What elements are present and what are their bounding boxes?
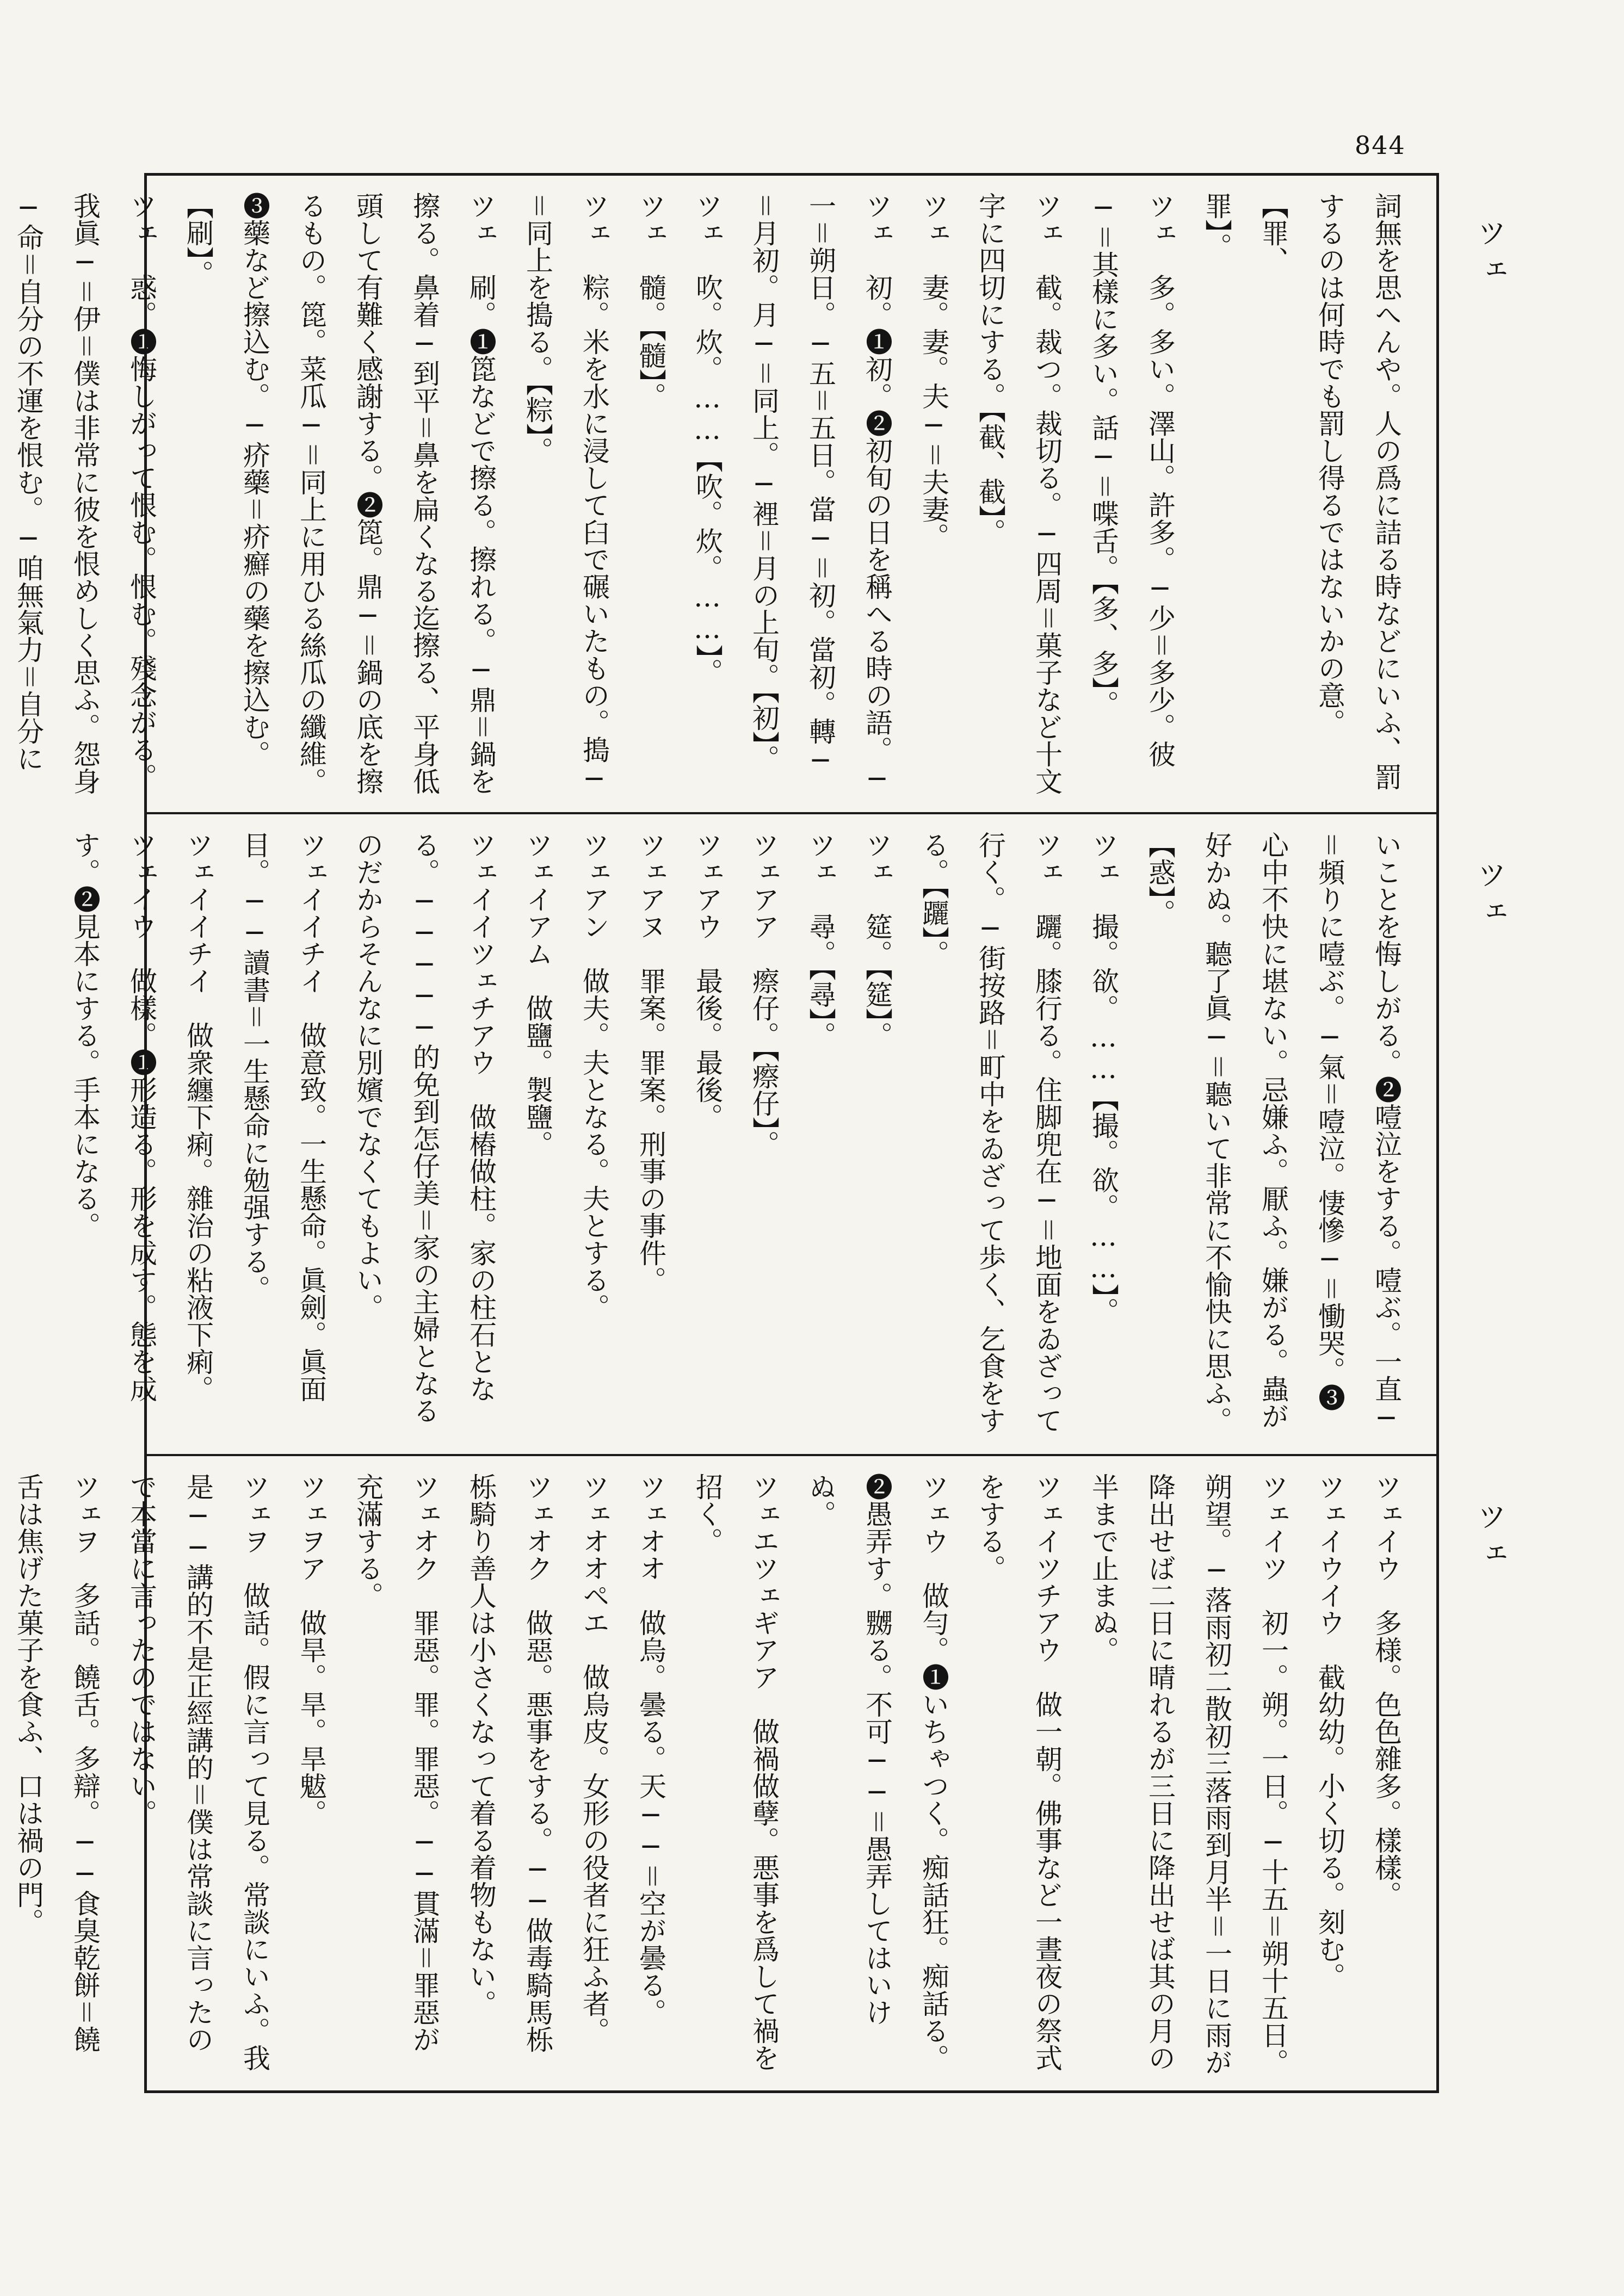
running-head: ツェ <box>1473 218 1507 292</box>
dictionary-entry: ツェイウ 多様。色色雜多。樣樣。 <box>1370 1473 1402 1908</box>
dictionary-entry: いことを悔しがる。❷噎泣をする。噎ぶ。一直─＝頻りに噎ぶ。─氣＝噎泣。悽慘─＝慟哭。❸心中不快に堪ない。忌嫌ふ。厭ふ。嫌がる。蟲が好かぬ。聽了眞─＝聽いて非常に不愉快に思ふ。【惑】。 <box>1144 831 1402 1434</box>
dictionary-entry: ツェ 躧。膝行る。住脚兜在─＝地面をゐざって行く。─街按路＝町中をゐざって歩く、乞食をする。【躧】。 <box>918 831 1063 1434</box>
dictionary-entry: ツェイイチイ 做意致。一生懸命。眞劍。眞面目。──讀書＝一生懸命に勉强する。 <box>239 831 327 1402</box>
dictionary-entry: 罪】。 <box>1201 192 1232 260</box>
dictionary-entry: ツェオク 罪惡。罪。罪惡。──貫滿＝罪惡が充滿する。 <box>352 1473 440 2053</box>
dictionary-entry: ツェ 初。❶初。❷初旬の日を稱へる時の語。─一＝朔日。─五＝五日。當─＝初。當初。轉─＝月初。月─＝同上。─裡＝月の上旬。【初】。 <box>748 192 893 795</box>
tier-divider <box>147 812 1436 814</box>
tier-divider <box>147 1454 1436 1456</box>
dictionary-entry: 詞無を思へんや。人の爲に詰る時などにいふ、罰するのは何時でも罰し得るではないかの意。【罪、 <box>1257 192 1402 790</box>
dictionary-entry: ツェアヌ 罪案。罪案。刑事の事件。 <box>635 831 666 1294</box>
tier-upper <box>13 192 1415 796</box>
dictionary-entry: ツェアン 做夫。夫となる。夫とする。 <box>578 831 610 1321</box>
dictionary-entry: ツェエツェギアア 做禍做孽。悪事を爲して禍を招く。 <box>691 1473 780 2071</box>
dictionary-entry: ツェオク 做惡。悪事をする。──做毒騎馬栎栎騎り善人は小さくなって着る着物もない。 <box>465 1473 553 2053</box>
dictionary-entry: ツェ 惑。❶悔しがって恨む。恨む。殘念がる。我眞─＝伊＝僕は非常に彼を恨めしく思ふ。怨身─命＝自分の不運を恨む。─咱無氣力＝自分に <box>13 192 157 795</box>
dictionary-entry: ツェ 筵。【筵】。 <box>861 831 893 1049</box>
dictionary-entry: ツェヲア 做旱。旱。旱魃。 <box>295 1473 327 1827</box>
dictionary-entry: ツェイウ 做樣。❶形造る。形を成す。態を成す。❷見本にする。手本になる。 <box>69 831 157 1402</box>
dictionary-entry: ツェヲ 做話。假に言って見る。常談にいふ。我是──講的不是正經講的＝僕は常談に言ったので本當に言ったのではない。 <box>126 1473 270 2071</box>
dictionary-entry: ツェイイチイ 做衆纏下痢。雜治の粘液下痢。 <box>182 831 214 1402</box>
dictionary-entry: ツェ 截。裁つ。裁切る。─四周＝菓子など十文字に四切にする。【截、截】。 <box>974 192 1063 795</box>
dictionary-entry: ツェイツチアウ 做一朝。佛事など一晝夜の祭式をする。 <box>974 1473 1063 2071</box>
dictionary-entry: ツェ 刷。❶箆などで擦る。擦れる。─鼎＝鍋を擦る。鼻着─到平＝鼻を扁くなる迄擦る、平身低頭して有難く感謝する。❷箆。鼎─＝鍋の底を擦るもの。箆。菜瓜─＝同上に用ひる絲瓜の纖維。❸藥など擦込む。─疥藥＝疥癬の藥を擦込む。【刷】。 <box>182 192 497 795</box>
dictionary-frame <box>13 173 1439 2093</box>
dictionary-entry: ツェヲ 多話。饒舌。多辯。──食臭乾餅＝饒舌は焦げた菓子を食ふ、口は禍の門。 <box>13 1473 101 2053</box>
tier-lower <box>13 1473 1415 2080</box>
dictionary-entry: ツェ 吹。炊。……【吹。炊。……】。 <box>691 192 723 685</box>
dictionary-entry: ツェ 粽。米を水に浸して臼で碾いたもの。搗─＝同上を搗る。【粽】。 <box>522 192 610 795</box>
tier-middle <box>69 831 1415 1438</box>
dictionary-entry: ツェイアム 做鹽。製鹽。 <box>522 831 553 1158</box>
page-number: 844 <box>1355 131 1406 160</box>
dictionary-entry: ツェオオ 做烏。曇る。天──＝空が曇る。 <box>635 1473 666 2026</box>
dictionary-entry: ツェ 妻。妻。夫─＝夫妻。 <box>918 192 949 550</box>
dictionary-entry: ツェ 尋。【尋】。 <box>805 831 836 1049</box>
running-head: ツェ <box>1473 859 1507 933</box>
dictionary-entry: ツェ 髓。【髓】。 <box>635 192 666 410</box>
dictionary-entry: ツェイツ 初一。朔。一日。─十五＝朔十五日。朔望。─落雨初二散初三落雨到月半＝一日に雨が降出せば二日に晴れるが三日に降出せば其の月の半まで止まぬ。 <box>1088 1473 1289 2076</box>
dictionary-entry: ツェアウ 最後。最後。 <box>691 831 723 1130</box>
dictionary-entry: ツェ 撮。欲。……【撮。欲。……】。 <box>1088 831 1119 1325</box>
dictionary-entry: ツェアア 瘵仔。【瘵仔】。 <box>748 831 780 1158</box>
dictionary-entry: ツェウ 做勻。❶いちゃつく。痴話狂。痴話る。❷愚弄す。嬲る。不可──＝愚弄してはいけぬ。 <box>805 1473 949 2071</box>
dictionary-entry: ツェオオペエ 做烏皮。女形の役者に狂ふ者。 <box>578 1473 610 2044</box>
dictionary-entry: ツェイウイウ 截幼幼。小く切る。刻む。 <box>1314 1473 1345 1990</box>
dictionary-entry: ツェ 多。多い。澤山。許多。─少＝多少。彼─＝其樣に多い。話─＝喋舌。【多、多】。 <box>1088 192 1176 768</box>
running-head: ツェ <box>1473 1501 1507 1575</box>
dictionary-entry: ツェイイツェチアウ 做樁做柱。家の柱石となる。─────的免到怎仔美＝家の主婦となるのだからそんなに別嬪でなくてもよい。 <box>352 831 497 1424</box>
